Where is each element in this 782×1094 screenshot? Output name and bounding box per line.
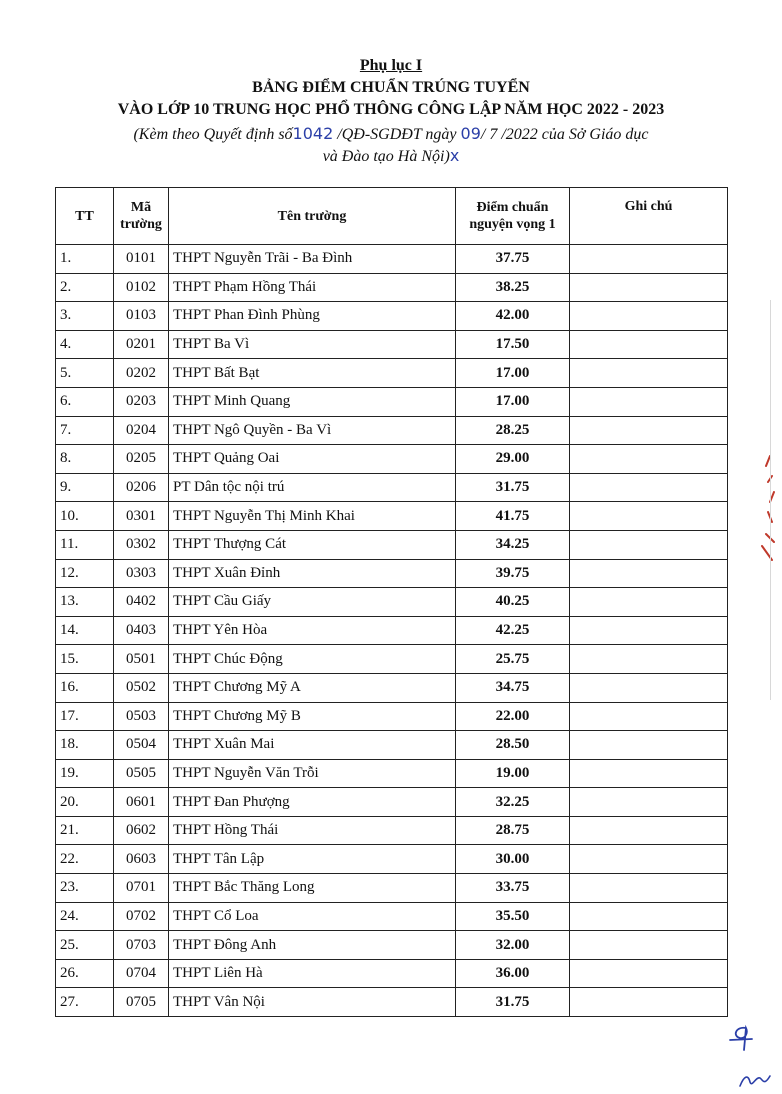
- subtitle-line-1: [0, 124, 782, 144]
- cell-ten-truong: THPT Phan Đình Phùng: [169, 302, 456, 331]
- cell-ten-truong: THPT Ba Vì: [169, 330, 456, 359]
- cell-diem-chuan: 42.25: [456, 616, 570, 645]
- cell-ghi-chu: [570, 588, 728, 617]
- cell-tt: 4.: [56, 330, 114, 359]
- cell-ma-truong: 0301: [114, 502, 169, 531]
- table-row: [56, 759, 728, 788]
- cell-diem-chuan: 36.00: [456, 959, 570, 988]
- cell-ghi-chu: [570, 673, 728, 702]
- cell-diem-chuan: 17.00: [456, 387, 570, 416]
- cell-ghi-chu: [570, 845, 728, 874]
- cell-ten-truong: THPT Chương Mỹ B: [169, 702, 456, 731]
- table-row: [56, 645, 728, 674]
- cell-ten-truong: THPT Nguyễn Trãi - Ba Đình: [169, 245, 456, 274]
- table-row: [56, 387, 728, 416]
- table-row: [56, 302, 728, 331]
- cell-ma-truong: 0505: [114, 759, 169, 788]
- cell-ten-truong: THPT Hồng Thái: [169, 816, 456, 845]
- subtitle-line-2: [0, 146, 782, 166]
- handwritten-signature-mark: [738, 1068, 772, 1092]
- cell-ghi-chu: [570, 959, 728, 988]
- cell-ma-truong: 0501: [114, 645, 169, 674]
- cell-ten-truong: THPT Ngô Quyền - Ba Vì: [169, 416, 456, 445]
- cell-ten-truong: THPT Đông Anh: [169, 931, 456, 960]
- cell-diem-chuan: 35.50: [456, 902, 570, 931]
- cell-ten-truong: THPT Tân Lập: [169, 845, 456, 874]
- cell-ghi-chu: [570, 245, 728, 274]
- cell-ma-truong: 0102: [114, 273, 169, 302]
- cell-ten-truong: THPT Cầu Giấy: [169, 588, 456, 617]
- cell-ten-truong: THPT Yên Hòa: [169, 616, 456, 645]
- table-row: [56, 530, 728, 559]
- table-body: [56, 245, 728, 1017]
- cell-ma-truong: 0702: [114, 902, 169, 931]
- cell-ten-truong: THPT Thượng Cát: [169, 530, 456, 559]
- cell-ten-truong: PT Dân tộc nội trú: [169, 473, 456, 502]
- cell-ten-truong: THPT Nguyễn Văn Trỗi: [169, 759, 456, 788]
- cell-ma-truong: 0205: [114, 445, 169, 474]
- cell-ma-truong: 0503: [114, 702, 169, 731]
- cell-diem-chuan: 29.00: [456, 445, 570, 474]
- cell-ghi-chu: [570, 788, 728, 817]
- cell-tt: 22.: [56, 845, 114, 874]
- table-row: [56, 673, 728, 702]
- table-row: [56, 245, 728, 274]
- cell-tt: 15.: [56, 645, 114, 674]
- cell-ma-truong: 0701: [114, 874, 169, 903]
- cell-diem-chuan: 17.00: [456, 359, 570, 388]
- cell-ghi-chu: [570, 387, 728, 416]
- cell-tt: 24.: [56, 902, 114, 931]
- cell-tt: 18.: [56, 731, 114, 760]
- table-header-row: [56, 188, 728, 245]
- cell-ghi-chu: [570, 902, 728, 931]
- cell-tt: 14.: [56, 616, 114, 645]
- cell-ghi-chu: [570, 330, 728, 359]
- header-tt: TT: [56, 188, 114, 245]
- cell-ghi-chu: [570, 273, 728, 302]
- cell-tt: 9.: [56, 473, 114, 502]
- header-ten-truong: Tên trường: [169, 188, 456, 245]
- table-row: [56, 359, 728, 388]
- cell-diem-chuan: 30.00: [456, 845, 570, 874]
- cell-ghi-chu: [570, 816, 728, 845]
- cell-ghi-chu: [570, 530, 728, 559]
- subtitle-part-3: / 7 /2022 của Sở Giáo dục: [480, 126, 649, 143]
- cell-ten-truong: THPT Quảng Oai: [169, 445, 456, 474]
- cell-ma-truong: 0704: [114, 959, 169, 988]
- table-row: [56, 902, 728, 931]
- cell-ghi-chu: [570, 702, 728, 731]
- cell-ghi-chu: [570, 416, 728, 445]
- cell-diem-chuan: 32.00: [456, 931, 570, 960]
- cell-ten-truong: THPT Bắc Thăng Long: [169, 874, 456, 903]
- cell-ghi-chu: [570, 616, 728, 645]
- cell-ten-truong: THPT Nguyễn Thị Minh Khai: [169, 502, 456, 531]
- score-table: [55, 187, 728, 1017]
- cell-diem-chuan: 32.25: [456, 788, 570, 817]
- subtitle-part-2: /QĐ-SGDĐT ngày: [337, 126, 457, 143]
- cell-diem-chuan: 39.75: [456, 559, 570, 588]
- cell-ma-truong: 0302: [114, 530, 169, 559]
- cell-diem-chuan: 25.75: [456, 645, 570, 674]
- table-row: [56, 959, 728, 988]
- cell-diem-chuan: 17.50: [456, 330, 570, 359]
- cell-ten-truong: THPT Cổ Loa: [169, 902, 456, 931]
- handwritten-initial-mark: [726, 1020, 756, 1060]
- cell-ghi-chu: [570, 988, 728, 1017]
- cell-tt: 11.: [56, 530, 114, 559]
- cell-tt: 2.: [56, 273, 114, 302]
- cell-diem-chuan: 22.00: [456, 702, 570, 731]
- cell-tt: 3.: [56, 302, 114, 331]
- cell-tt: 20.: [56, 788, 114, 817]
- table-row: [56, 816, 728, 845]
- table-row: [56, 988, 728, 1017]
- cell-ghi-chu: [570, 559, 728, 588]
- cell-tt: 12.: [56, 559, 114, 588]
- table-row: [56, 845, 728, 874]
- cell-ma-truong: 0703: [114, 931, 169, 960]
- decision-number: 1042: [292, 124, 334, 143]
- cell-ten-truong: THPT Minh Quang: [169, 387, 456, 416]
- cell-ma-truong: 0103: [114, 302, 169, 331]
- cell-ghi-chu: [570, 759, 728, 788]
- cell-ten-truong: THPT Chúc Động: [169, 645, 456, 674]
- title-line-2: VÀO LỚP 10 TRUNG HỌC PHỔ THÔNG CÔNG LẬP NĂM HỌC 2022 - 2023: [117, 101, 665, 118]
- cell-ghi-chu: [570, 445, 728, 474]
- cell-diem-chuan: 41.75: [456, 502, 570, 531]
- cell-ma-truong: 0705: [114, 988, 169, 1017]
- cell-tt: 6.: [56, 387, 114, 416]
- cell-diem-chuan: 37.75: [456, 245, 570, 274]
- cell-ma-truong: 0504: [114, 731, 169, 760]
- cell-ghi-chu: [570, 302, 728, 331]
- cell-tt: 19.: [56, 759, 114, 788]
- cell-ma-truong: 0202: [114, 359, 169, 388]
- cell-ghi-chu: [570, 473, 728, 502]
- table-row: [56, 588, 728, 617]
- cell-ghi-chu: [570, 645, 728, 674]
- cell-ten-truong: THPT Xuân Đỉnh: [169, 559, 456, 588]
- cell-tt: 21.: [56, 816, 114, 845]
- header-ghi-chu: Ghi chú: [570, 188, 728, 245]
- cell-ma-truong: 0403: [114, 616, 169, 645]
- table-row: [56, 473, 728, 502]
- cell-diem-chuan: 28.25: [456, 416, 570, 445]
- appendix-title: Phụ lục I: [359, 57, 423, 74]
- table-row: [56, 273, 728, 302]
- handwritten-x: x: [449, 146, 460, 165]
- table-row: [56, 416, 728, 445]
- cell-tt: 27.: [56, 988, 114, 1017]
- cell-ghi-chu: [570, 931, 728, 960]
- cell-tt: 7.: [56, 416, 114, 445]
- cell-ma-truong: 0201: [114, 330, 169, 359]
- cell-ma-truong: 0204: [114, 416, 169, 445]
- cell-diem-chuan: 28.75: [456, 816, 570, 845]
- cell-tt: 23.: [56, 874, 114, 903]
- cell-diem-chuan: 33.75: [456, 874, 570, 903]
- cell-ghi-chu: [570, 731, 728, 760]
- red-stamp-edge-mark: [748, 452, 778, 572]
- cell-diem-chuan: 31.75: [456, 473, 570, 502]
- cell-ten-truong: THPT Liên Hà: [169, 959, 456, 988]
- cell-tt: 17.: [56, 702, 114, 731]
- table-row: [56, 731, 728, 760]
- cell-ten-truong: THPT Đan Phượng: [169, 788, 456, 817]
- subtitle-part-1: (Kèm theo Quyết định số: [133, 126, 293, 143]
- cell-tt: 10.: [56, 502, 114, 531]
- table-row: [56, 874, 728, 903]
- table-row: [56, 702, 728, 731]
- cell-diem-chuan: 19.00: [456, 759, 570, 788]
- decision-day: 09: [460, 124, 481, 143]
- title-line-1: BẢNG ĐIỂM CHUẨN TRÚNG TUYỂN: [252, 79, 530, 96]
- cell-diem-chuan: 34.75: [456, 673, 570, 702]
- cell-ma-truong: 0402: [114, 588, 169, 617]
- cell-diem-chuan: 31.75: [456, 988, 570, 1017]
- cell-diem-chuan: 28.50: [456, 731, 570, 760]
- cell-diem-chuan: 34.25: [456, 530, 570, 559]
- table-row: [56, 616, 728, 645]
- cell-ghi-chu: [570, 874, 728, 903]
- cell-tt: 26.: [56, 959, 114, 988]
- cell-ten-truong: THPT Vân Nội: [169, 988, 456, 1017]
- cell-diem-chuan: 38.25: [456, 273, 570, 302]
- table-row: [56, 445, 728, 474]
- cell-ma-truong: 0203: [114, 387, 169, 416]
- cell-ma-truong: 0602: [114, 816, 169, 845]
- cell-ten-truong: THPT Chương Mỹ A: [169, 673, 456, 702]
- cell-tt: 16.: [56, 673, 114, 702]
- cell-ma-truong: 0101: [114, 245, 169, 274]
- cell-diem-chuan: 40.25: [456, 588, 570, 617]
- cell-tt: 13.: [56, 588, 114, 617]
- table-row: [56, 788, 728, 817]
- cell-ghi-chu: [570, 502, 728, 531]
- header-diem-chuan: Điểm chuẩn nguyện vọng 1: [456, 188, 570, 245]
- cell-tt: 1.: [56, 245, 114, 274]
- cell-ten-truong: THPT Xuân Mai: [169, 731, 456, 760]
- table-row: [56, 559, 728, 588]
- cell-tt: 5.: [56, 359, 114, 388]
- cell-ma-truong: 0303: [114, 559, 169, 588]
- page-edge-line: [770, 300, 771, 700]
- cell-ten-truong: THPT Bất Bạt: [169, 359, 456, 388]
- table-row: [56, 931, 728, 960]
- cell-ghi-chu: [570, 359, 728, 388]
- cell-ten-truong: THPT Phạm Hồng Thái: [169, 273, 456, 302]
- table-row: [56, 502, 728, 531]
- cell-tt: 8.: [56, 445, 114, 474]
- cell-ma-truong: 0502: [114, 673, 169, 702]
- cell-tt: 25.: [56, 931, 114, 960]
- header-ma-truong: Mã trường: [114, 188, 169, 245]
- cell-ma-truong: 0601: [114, 788, 169, 817]
- cell-ma-truong: 0603: [114, 845, 169, 874]
- table-row: [56, 330, 728, 359]
- cell-ma-truong: 0206: [114, 473, 169, 502]
- subtitle-line-2-text: và Đào tạo Hà Nội): [322, 148, 450, 165]
- cell-diem-chuan: 42.00: [456, 302, 570, 331]
